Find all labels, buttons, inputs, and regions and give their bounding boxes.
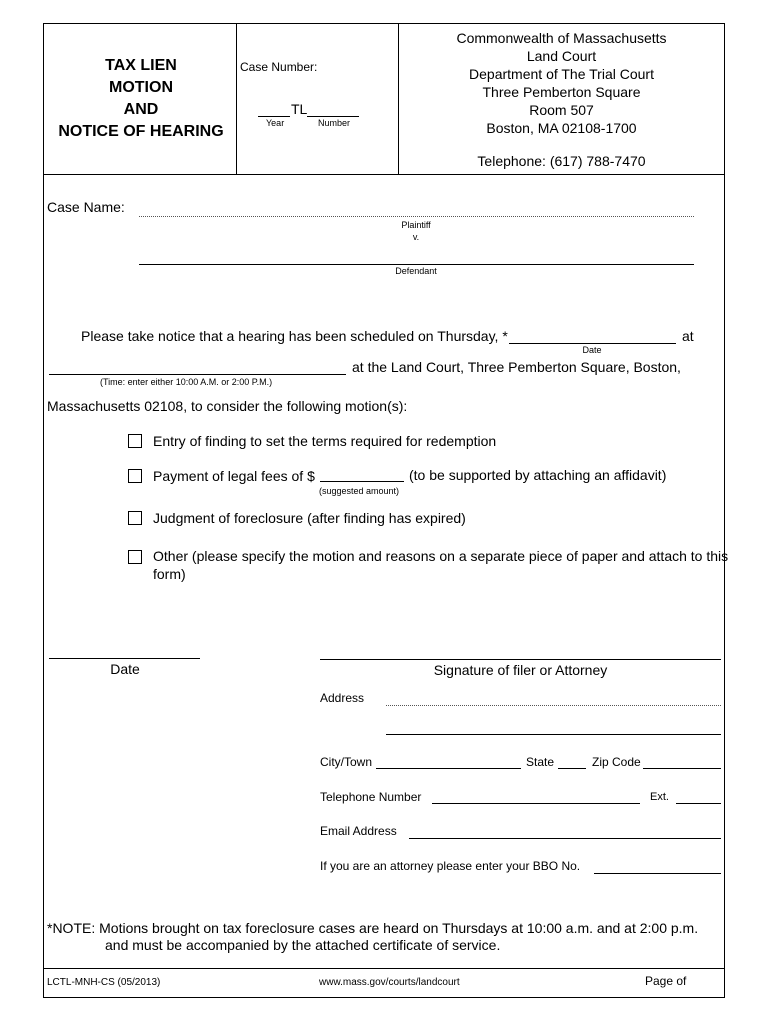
notice-line-2: at the Land Court, Three Pemberton Square, Boston, xyxy=(352,359,681,375)
legal-fees-amount-field[interactable] xyxy=(320,481,404,482)
extension-label: Ext. xyxy=(650,791,669,803)
case-number-tl-prefix: TL xyxy=(291,101,308,117)
bbo-number-field[interactable] xyxy=(594,873,721,874)
entry-of-finding-label: Entry of finding to set the terms required for redemption xyxy=(153,433,497,449)
notice-line-1: Please take notice that a hearing has been scheduled on Thursday, * xyxy=(81,328,508,344)
other-motion-checkbox[interactable] xyxy=(128,550,142,564)
signature-field[interactable] xyxy=(320,659,721,660)
case-name-label: Case Name: xyxy=(47,199,125,215)
state-field[interactable] xyxy=(558,768,586,769)
case-number-sublabel: Number xyxy=(318,118,351,128)
legal-fees-label: Payment of legal fees of $ xyxy=(153,468,315,484)
judgment-checkbox[interactable] xyxy=(128,511,142,525)
form-title xyxy=(46,55,236,143)
entry-of-finding-checkbox[interactable] xyxy=(128,434,142,448)
address-field-line-1[interactable] xyxy=(386,705,721,706)
court-line-5: Room 507 xyxy=(529,102,594,118)
judgment-label: Judgment of foreclosure (after finding has expired) xyxy=(153,510,466,526)
case-number-label: Case Number: xyxy=(240,60,318,74)
case-number-field[interactable] xyxy=(307,116,359,117)
extension-field[interactable] xyxy=(676,803,721,804)
page-number: Page of xyxy=(645,974,687,988)
address-field-line-2[interactable] xyxy=(386,734,721,735)
suggested-amount-label: (suggested amount) xyxy=(319,486,400,496)
case-year-label: Year xyxy=(266,118,285,128)
court-line-4: Three Pemberton Square xyxy=(482,84,641,100)
case-year-field[interactable] xyxy=(258,116,290,117)
hearing-date-label: Date xyxy=(582,345,602,355)
court-website: www.mass.gov/courts/landcourt xyxy=(319,977,460,988)
court-address xyxy=(398,29,725,137)
court-telephone: Telephone: (617) 788-7470 xyxy=(477,153,646,169)
versus-label: v. xyxy=(412,232,420,242)
bbo-label: If you are an attorney please enter your BBO No. xyxy=(320,859,581,873)
other-motion-label-line-1: Other (please specify the motion and reasons on a separate piece of paper and attach to this xyxy=(153,548,729,564)
title-line-1: TAX LIEN xyxy=(105,57,177,74)
title-line-2: MOTION xyxy=(109,79,173,96)
plaintiff-label: Plaintiff xyxy=(401,220,431,230)
state-label: State xyxy=(526,755,555,769)
court-line-6: Boston, MA 02108-1700 xyxy=(486,120,637,136)
court-line-1: Commonwealth of Massachusetts xyxy=(456,30,667,46)
signature-label: Signature of filer or Attorney xyxy=(433,662,608,678)
telephone-number-label: Telephone Number xyxy=(320,790,422,804)
signature-date-label: Date xyxy=(110,661,140,677)
zip-label: Zip Code xyxy=(592,755,641,769)
zip-field[interactable] xyxy=(643,768,721,769)
court-line-3: Department of The Trial Court xyxy=(469,66,654,82)
notice-at-text: at xyxy=(682,328,694,344)
city-field[interactable] xyxy=(376,768,521,769)
title-line-4: NOTICE OF HEARING xyxy=(58,123,224,140)
plaintiff-field[interactable] xyxy=(139,216,694,217)
court-line-2: Land Court xyxy=(526,48,597,64)
telephone-number-field[interactable] xyxy=(432,803,640,804)
legal-fees-checkbox[interactable] xyxy=(128,469,142,483)
city-label: City/Town xyxy=(320,755,373,769)
other-motion-label-line-2: form) xyxy=(153,566,186,582)
hearing-date-field[interactable] xyxy=(509,343,676,344)
notice-line-3: Massachusetts 02108, to consider the following motion(s): xyxy=(47,398,408,414)
footer-top-rule xyxy=(43,968,725,969)
header-bottom-rule xyxy=(43,174,725,175)
signature-date-field[interactable] xyxy=(49,658,200,659)
form-code: LCTL-MNH-CS (05/2013) xyxy=(47,977,161,988)
defendant-label: Defendant xyxy=(395,266,437,276)
email-field[interactable] xyxy=(409,838,721,839)
defendant-field[interactable] xyxy=(139,264,694,265)
note-line-2: and must be accompanied by the attached certificate of service. xyxy=(105,937,501,953)
title-line-3: AND xyxy=(123,101,159,118)
hearing-time-field[interactable] xyxy=(49,374,346,375)
address-label: Address xyxy=(320,691,365,705)
time-hint: (Time: enter either 10:00 A.M. or 2:00 P.M.) xyxy=(100,377,273,387)
email-label: Email Address xyxy=(320,824,397,838)
header-divider-left xyxy=(236,23,237,174)
legal-fees-affidavit-text: (to be supported by attaching an affidavit) xyxy=(409,467,667,483)
note-line-1: *NOTE: Motions brought on tax foreclosure cases are heard on Thursdays at 10:00 a.m. and at 2:00 p.m. xyxy=(47,920,699,936)
